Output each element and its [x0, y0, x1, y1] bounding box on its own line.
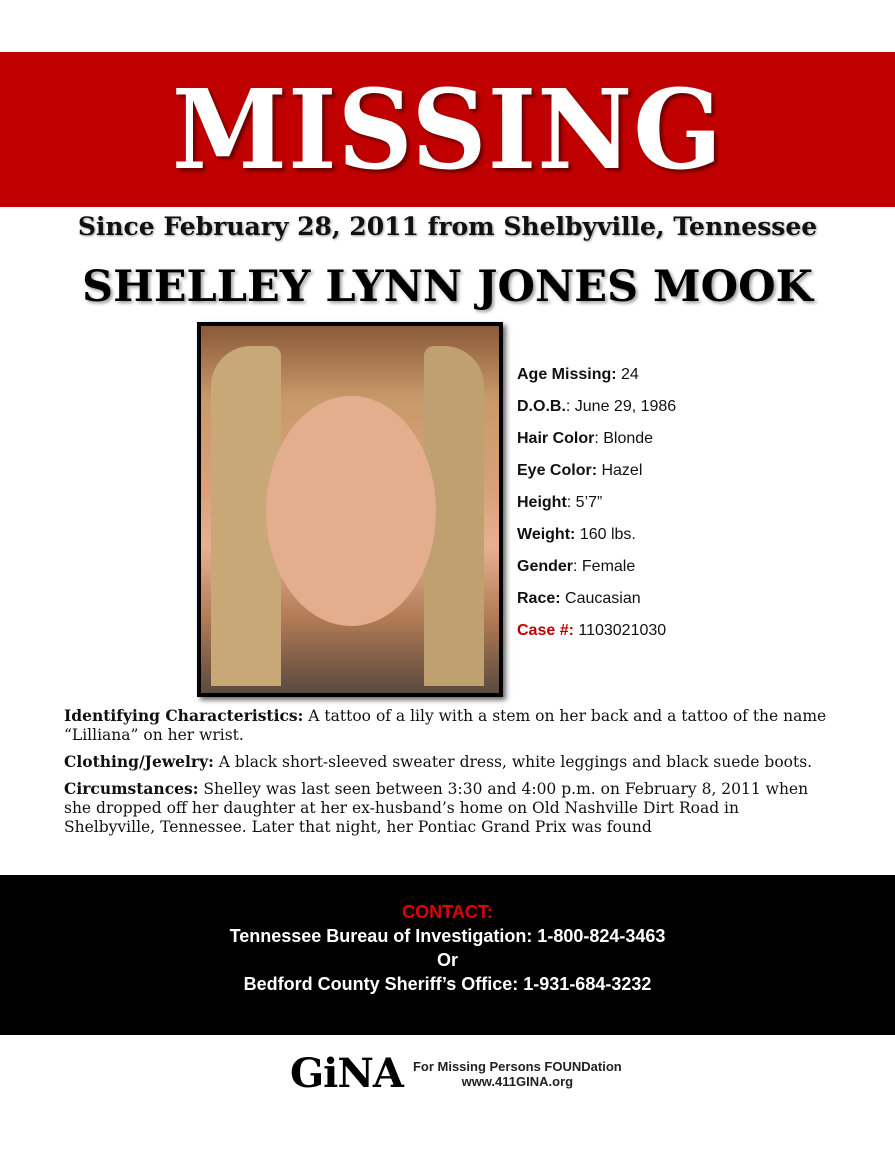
- fact-age: Age Missing: 24: [517, 366, 639, 383]
- facts-list: [517, 366, 676, 654]
- identifying-characteristics: Identifying Characteristics: A tattoo of a lily with a stem on her back and a tattoo of the name “Lilliana” on her wrist.: [64, 706, 827, 744]
- fact-race: Race: Caucasian: [517, 590, 641, 607]
- fact-dob: D.O.B.: June 29, 1986: [517, 398, 677, 415]
- person-photo: [197, 322, 503, 697]
- fact-gender: Gender: Female: [517, 558, 636, 575]
- contact-tbi: Tennessee Bureau of Investigation: 1-800-824-3463: [229, 926, 666, 946]
- contact-sheriff: Bedford County Sheriff’s Office: 1-931-684-3232: [243, 974, 652, 994]
- circumstances: Circumstances: Shelley was last seen between 3:30 and 4:00 p.m. on February 8, 2011 when she dropped off her daughter at her ex-husband’s home on Old Nashville Dirt Road in Shelbyville, Tennessee. Later that night, her Pontiac Grand Prix was found: [64, 779, 809, 836]
- contact-heading: CONTACT:: [402, 902, 493, 922]
- clothing-jewelry: Clothing/Jewelry: A black short-sleeved sweater dress, white leggings and black suede boots.: [64, 752, 813, 771]
- gina-logo-text: GiNA: [290, 1050, 403, 1097]
- fact-case: Case #: 1103021030: [517, 622, 667, 639]
- fact-hair: Hair Color: Blonde: [517, 430, 654, 447]
- missing-banner: [0, 52, 895, 207]
- fact-eye: Eye Color: Hazel: [517, 462, 643, 479]
- contact-section: [0, 875, 895, 1035]
- details: [64, 706, 834, 844]
- fact-weight: Weight: 160 lbs.: [517, 526, 636, 543]
- gina-logo: [290, 1050, 622, 1097]
- tagline: For Missing Persons FOUNDation: [412, 1058, 622, 1074]
- missing-since: Since February 28, 2011 from Shelbyville, Tennessee: [77, 212, 818, 241]
- person-name: SHELLEY LYNN JONES MOOK: [82, 262, 813, 312]
- fact-height: Height: 5’7”: [517, 494, 603, 511]
- banner-title: MISSING: [171, 64, 724, 195]
- website-link[interactable]: www.411GINA.org: [461, 1073, 574, 1089]
- contact-or: Or: [436, 950, 458, 970]
